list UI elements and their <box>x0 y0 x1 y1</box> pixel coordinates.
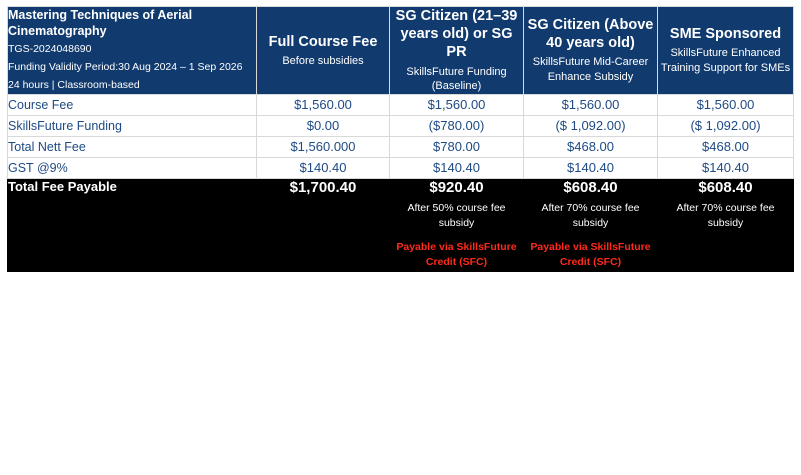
column-title: Full Course Fee <box>268 33 378 50</box>
row-label-skillsfuture-funding: SkillsFuture Funding <box>8 115 257 136</box>
cell-nett-sme: $468.00 <box>658 136 794 157</box>
cell-funding-sgc-21-39: ($780.00) <box>390 115 524 136</box>
cell-gst-sgc-40: $140.40 <box>524 157 658 178</box>
row-label-total-fee-payable: Total Fee Payable <box>8 178 257 271</box>
course-duration-mode: 24 hours | Classroom-based <box>8 79 140 92</box>
sfc-note: Payable via SkillsFuture Credit (SFC) <box>396 241 517 269</box>
column-header-full-course-fee <box>257 7 390 95</box>
column-title: SG Citizen (Above 40 years old) <box>527 17 654 52</box>
cell-funding-sme: ($ 1,092.00) <box>658 115 794 136</box>
cell-gst-full: $140.40 <box>257 157 390 178</box>
cell-gst-sme: $140.40 <box>658 157 794 178</box>
table-row <box>8 115 794 136</box>
column-title: SME Sponsored <box>669 26 782 43</box>
table-row <box>8 136 794 157</box>
column-header-sg-citizen-21-39 <box>390 7 524 95</box>
column-note: SkillsFuture Enhanced Training Support for SMEs <box>660 47 791 74</box>
total-amount: $608.40 <box>698 178 753 196</box>
cell-course-fee-sgc-40: $1,560.00 <box>524 94 658 115</box>
row-label-course-fee: Course Fee <box>8 94 257 115</box>
column-header-sme-sponsored <box>658 7 794 95</box>
column-title: SG Citizen (21–39 years old) or SG PR <box>395 8 518 61</box>
cell-total-sgc-40 <box>524 178 658 271</box>
cell-nett-full: $1,560.000 <box>257 136 390 157</box>
total-amount: $1,700.40 <box>289 178 357 196</box>
column-note: SkillsFuture Funding (Baseline) <box>406 65 507 93</box>
cell-funding-sgc-40: ($ 1,092.00) <box>524 115 658 136</box>
table-row <box>8 157 794 178</box>
cell-nett-sgc-40: $468.00 <box>524 136 658 157</box>
row-label-total-nett-fee: Total Nett Fee <box>8 136 257 157</box>
funding-validity-period: Funding Validity Period:30 Aug 2024 – 1 Sep 2026 <box>8 61 243 74</box>
sfc-note: Payable via SkillsFuture Credit (SFC) <box>530 241 651 269</box>
total-amount: $920.40 <box>429 178 484 196</box>
column-note: Before subsidies <box>282 54 364 67</box>
cell-gst-sgc-21-39: $140.40 <box>390 157 524 178</box>
row-label-gst: GST @9% <box>8 157 257 178</box>
cell-course-fee-full: $1,560.00 <box>257 94 390 115</box>
column-note: SkillsFuture Mid-Career Enhance Subsidy <box>532 56 649 83</box>
total-note: After 70% course fee subsidy <box>541 201 640 229</box>
cell-total-sgc-21-39 <box>390 178 524 271</box>
course-fee-table <box>7 6 794 272</box>
cell-course-fee-sgc-21-39: $1,560.00 <box>390 94 524 115</box>
column-header-sg-citizen-above-40 <box>524 7 658 95</box>
cell-course-fee-sme: $1,560.00 <box>658 94 794 115</box>
course-info-cell <box>8 7 257 95</box>
total-note: After 50% course fee subsidy <box>407 201 506 229</box>
total-fee-payable-row <box>8 178 794 271</box>
table-header-row <box>8 7 794 95</box>
total-amount: $608.40 <box>563 178 618 196</box>
cell-nett-sgc-21-39: $780.00 <box>390 136 524 157</box>
total-note: After 70% course fee subsidy <box>676 201 775 229</box>
course-code: TGS-2024048690 <box>8 43 92 55</box>
table-row <box>8 94 794 115</box>
cell-total-full <box>257 178 390 271</box>
course-title: Mastering Techniques of Aerial Cinematography <box>8 8 193 38</box>
cell-funding-full: $0.00 <box>257 115 390 136</box>
cell-total-sme <box>658 178 794 271</box>
